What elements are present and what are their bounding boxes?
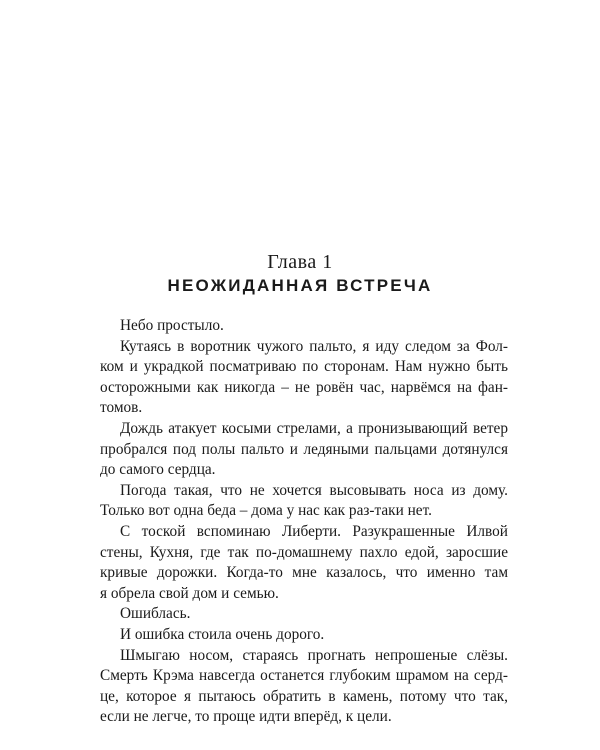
text-line: пробрался под полы пальто и ледяными пальцами дотянулся: [100, 440, 508, 458]
text-line: ком и украдкой посматриваю по сторонам. Нам нужно быть: [100, 358, 508, 376]
text-line: Только вот одна беда – дома у нас как раз-таки нет.: [100, 502, 432, 520]
text-line: стены, Кухня, где так по-домашнему пахло едой, заросшие: [100, 543, 508, 561]
text-line: осторожными как никогда – не ровён час, нарвёмся на фан-: [100, 378, 508, 396]
chapter-number: Глава 1: [267, 251, 333, 273]
text-line: це, которое я пытаюсь обратить в камень, потому что так,: [100, 687, 508, 705]
text-line: И ошибка стоила очень дорого.: [120, 625, 325, 643]
chapter-title: НЕОЖИДАННАЯ ВСТРЕЧА: [167, 276, 433, 295]
text-line: Смерть Крэма навсегда останется глубоким шрамом на серд-: [100, 667, 508, 685]
chapter-body: [100, 316, 508, 728]
text-line: Небо простыло.: [120, 317, 224, 334]
text-line: я обрела свой дом и семью.: [100, 584, 279, 602]
text-line: томов.: [100, 399, 143, 417]
text-line: Погода такая, что не хочется высовывать носа из дому.: [120, 481, 508, 499]
text-line: С тоской вспоминаю Либерти. Разукрашенные Илвой: [120, 522, 508, 540]
text-line: Шмыгаю носом, стараясь прогнать непрошеные слёзы.: [120, 646, 508, 664]
text-line: Кутаясь в воротник чужого пальто, я иду следом за Фол-: [120, 337, 508, 355]
text-line: Ошиблась.: [120, 605, 191, 623]
text-line: Дождь атакует косыми стрелами, а пронизывающий ветер: [120, 419, 508, 437]
text-line: до самого сердца.: [100, 461, 216, 479]
text-line: кривые дорожки. Когда-то мне казалось, что именно там: [100, 564, 508, 582]
text-line: если не легче, то проще идти вперёд, к цели.: [100, 708, 392, 726]
